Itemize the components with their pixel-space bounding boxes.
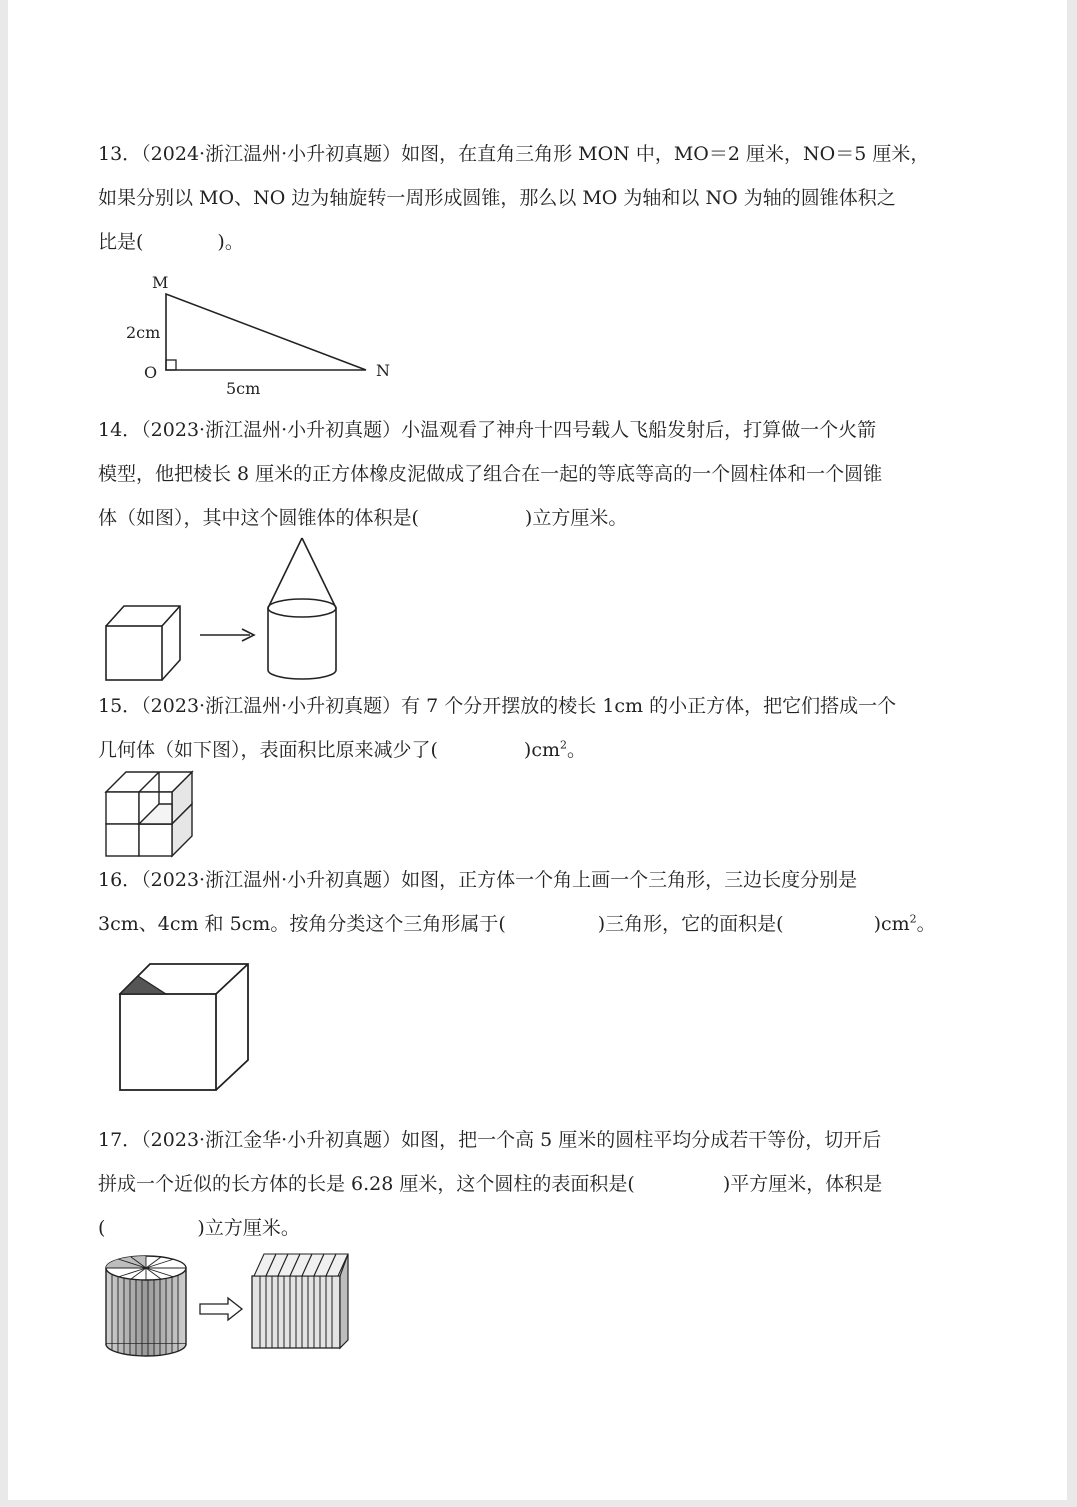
label-m: M: [152, 273, 169, 292]
q14-line-1: 14．（2023·浙江温州·小升初真题）小温观看了神舟十四号载人飞船发射后，打算做一个火箭: [98, 419, 877, 441]
q17-line-1: 17．（2023·浙江金华·小升初真题）如图，把一个高 5 厘米的圆柱平均分成若干等份，切开后: [98, 1129, 882, 1151]
label-on-length: 5cm: [226, 379, 261, 398]
label-n: N: [376, 361, 390, 380]
q14-line-3: 体（如图），其中这个圆锥体的体积是( )立方厘米。: [98, 507, 628, 529]
seven-cubes-figure: [104, 768, 199, 860]
q17-line-3: ( )立方厘米。: [98, 1217, 300, 1239]
question-14: [98, 408, 978, 540]
question-16: [98, 858, 978, 946]
label-mo-length: 2cm: [126, 323, 161, 342]
q16-line-2: 3cm、4cm 和 5cm。按角分类这个三角形属于( )三角形，它的面积是( )$cm^2$。: [98, 912, 936, 935]
q17-line-2: 拼成一个近似的长方体的长是 6.28 厘米，这个圆柱的表面积是( )平方厘米，体积是: [98, 1173, 883, 1195]
label-o: O: [144, 363, 158, 382]
question-17: [98, 1118, 978, 1250]
cube-corner-triangle-figure: [116, 960, 256, 1096]
question-15: [98, 684, 978, 772]
q13-line-3: 比是( )。: [98, 231, 244, 253]
cube-to-cylinder-cone-figure: [100, 536, 350, 686]
q13-line-2: 如果分别以 MO、NO 边为轴旋转一周形成圆锥，那么以 MO 为轴和以 NO 为轴的圆锥体积之: [98, 187, 896, 209]
cylinder-to-cuboid-figure: [104, 1250, 359, 1362]
q16-line-1: 16．（2023·浙江温州·小升初真题）如图，正方体一个角上画一个三角形，三边长度分别是: [98, 869, 858, 891]
q15-line-2: 几何体（如下图），表面积比原来减少了( )$cm^2$。: [98, 738, 587, 761]
q14-line-2: 模型，他把棱长 8 厘米的正方体橡皮泥做成了组合在一起的等底等高的一个圆柱体和一个圆锥: [98, 463, 883, 485]
q13-line-1: 13．（2024·浙江温州·小升初真题）如图，在直角三角形 MON 中，MO＝2 厘米，NO＝5 厘米，: [98, 143, 930, 165]
q15-line-1: 15．（2023·浙江温州·小升初真题）有 7 个分开摆放的棱长 1cm 的小正方体，把它们搭成一个: [98, 695, 897, 717]
right-triangle-mon-figure: [120, 268, 400, 400]
question-13: [98, 132, 978, 264]
